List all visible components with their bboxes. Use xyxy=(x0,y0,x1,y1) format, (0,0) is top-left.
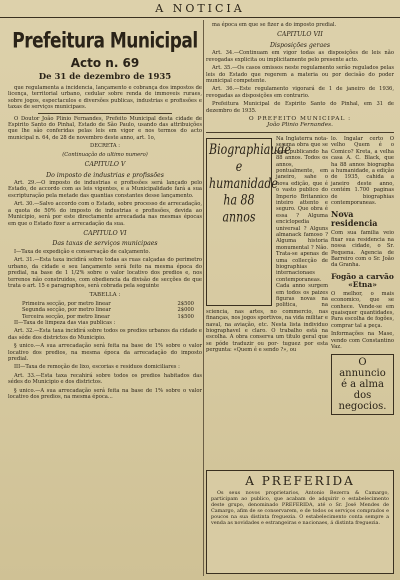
mayor-name: João Plinio Fernandes. xyxy=(267,122,333,129)
decreta: DECRETA : xyxy=(90,143,120,150)
table-row-value: 2$000 xyxy=(177,307,194,314)
biography-text: Na Inglaterra nota-se uma obra que se vem publicando ha 88 annos. Todos os annos, pontualmente, em janeiro, sahe o nova edição, que é o vasto publico do Imperio Britannico inteiro attento e seguro. Que obra é essa ? Alguma enciclopedia universal ? Alguns almanack famoso ? Alguma historia monumental ? Não. Trata-se apenas de uma collecção de biographias internacionaes contemporaneas. Cada anno surgem em todos os paizes figuras novas na politica, na sciencia, nas artes, no commercio, nas finanças, nos jogos sportivos, na vida militar e naval, na aviação, etc. Nesta lista individuo biographavel e claro. O trabalho está na escolha. A obra conserva um titulo geral que se póde traduzir ou por- tuguez por esta pergunta: «Quem é e sendo ?», ou xyxy=(206,135,328,354)
table-row-label: Terceira secção, por metro linear xyxy=(22,313,110,320)
article-32: Art. 32.—Esta taxa incidirá sobre todos os predios urbanos da cidade e das séde dos districtos do Municipio. xyxy=(8,328,202,341)
chapter-7-title: CAPITULO VII xyxy=(277,31,323,39)
table-row-label: Segunda secção, por metro linear xyxy=(22,307,111,314)
continuation-note: (Continuação do ultimo numero) xyxy=(62,151,148,158)
taxa-iii: III—Taxa de remoção de lixo, escorias e residuos domiciliares : xyxy=(14,364,180,371)
article-29: Art. 29.—O imposto de industrias e profissões será lançado pelo Estado, de accordo com as leis vigentes, e a Municipalidade fará a sua escripturação pela metade das quantias constantes desse lançamento. xyxy=(8,180,202,199)
chapter-5-title: CAPITULO V xyxy=(84,161,126,169)
act-intro: que regulamenta a incidencia, lançamento e cobrança dos impostos de licença, territorial urbano, cedular sobre renda de immoveis ruraes, sobre jogos, espectaculos e diversões publicas, industrias e profissões e taxas de serviços municipaes. xyxy=(8,85,202,111)
nova-residencia-heading: Nova residencia xyxy=(331,209,378,229)
fogao-info: Informações na Mase, vendo com Constantino Vaz. xyxy=(331,331,394,351)
fogao-heading: Fogão a carvão «Etna» xyxy=(331,271,394,289)
closing-text: Prefeitura Municipal de Espirito Santo do Pinhal, em 31 de dezembro de 1935. xyxy=(206,101,394,114)
paragraph-unico-1: § unico.—A sua arrecadação será feita na base de 1% sobre o valor locativo dos predios, na mesma época da arrecadação do imposto predial. xyxy=(8,343,202,362)
biography-continued: lo. Ingalar certo O velho Quem é o Comico? Kreta, a velha casa A. C. Black, que ha 88 annos biographa a humanidade, a edição de 1935, cahida a janeiro deste anno, contém 1.700 paginas de biographias contemporaneas. xyxy=(331,135,394,206)
tax-table xyxy=(8,301,202,320)
table-row-label: Primeira secção, por metro linear xyxy=(22,300,111,307)
fogao-text: O melhor, o mais economico, que se conhece. Vende-se em quaisquer quantidades, Para escolha de fogões, comprar tal a peça. xyxy=(331,290,394,329)
column-divider xyxy=(203,20,204,576)
masthead xyxy=(0,0,400,18)
article-31: Art. 31.—Esta taxa incidirá sobre todas as ruas calçadas do perimetro urbano, da cidade e seu lançamento será feito na mesma época do predial, na base de 1 1/2% sobre o valor locativo dos predios e, nos terrenos não construidos, com obediencia da divisão de secções de que trata o art. 15 e paragraphos, será cobrada pela seguinte xyxy=(8,257,202,289)
table-row-value: 1$500 xyxy=(177,313,194,320)
masthead-title: A NOTICIA xyxy=(155,2,245,15)
continued-line: ma época em que se fizer a do imposto predial. xyxy=(212,22,337,28)
chapter-6-subtitle: Das taxas de serviços municipaes xyxy=(52,240,158,248)
right-column xyxy=(206,22,394,466)
divider xyxy=(206,132,394,133)
act-number: Acto n. 69 xyxy=(70,56,140,70)
table-row-value: 2$500 xyxy=(177,300,194,307)
chapter-5-subtitle: Do imposto de industrias e profissões xyxy=(46,171,164,179)
annuncio-box: O annuncio é a alma dos negocios. xyxy=(331,354,394,415)
taxa-i: I—Taxa de expedição e conservação de calçamento. xyxy=(14,248,151,255)
left-column xyxy=(8,22,202,574)
side-column xyxy=(331,135,394,413)
ad-title: A PREFERIDA xyxy=(245,474,355,488)
chapter-6-title: CAPITULO VI xyxy=(83,229,127,237)
article-34: Art. 34.—Continuam em vigor todas as disposições de leis não revogadas explicita ou implicitamente pelo presente acto. xyxy=(206,50,394,63)
prefeitura-heading: Prefeitura Municipal xyxy=(12,28,198,54)
lower-section xyxy=(206,135,394,413)
biography-article xyxy=(206,136,328,356)
act-preamble: O Doutor João Plinio Fernandes, Prefeito Municipal desta cidade de Espirito Santo do Pinhal, Estado de São Paulo, usando das attribuições que lhe são conferidas pelas leis em vigor e nos termos do acto municipal n. 64, de 28 de novembro deste anno, art. 1o, xyxy=(8,115,202,141)
chapter-7-subtitle: Disposições geraes xyxy=(269,41,331,49)
taxa-ii: II—Taxa de limpeza das vias publicas : xyxy=(14,319,116,326)
article-36: Art. 36.—Este regulamento vigorará de 1 de janeiro de 1936, revogadas as disposições em contrario. xyxy=(206,86,394,99)
preferida-ad xyxy=(206,470,394,574)
article-33: Art. 33.—Esta taxa recahirá sobre todos os predios habitados das sédes do Municipio e dos districtos. xyxy=(8,372,202,386)
biography-headline: Biographiaude e humanidade ha 88 annos xyxy=(209,140,291,226)
table-title: TABELLA : xyxy=(89,292,121,299)
article-30: Art. 30.—Salvo accordo com o Estado, sobre processo de arrecadação, a quota de 50% do imposto de industrias e profissões, devida ao Municipio, será por este directamente arrecadada nas mesmas épocas em que o Estado fizer a arrecadação da sua. xyxy=(8,201,202,227)
divider xyxy=(38,113,172,114)
mayor-title: O PREFEITO MUNICIPAL : xyxy=(248,116,352,123)
act-date: De 31 de dezembro de 1935 xyxy=(38,72,172,82)
ad-text: Os seus novos proprietarios, Antonio Bezerra & Camargo, participam ao publico, que acabam de adquirir o estabelecimento deste grupo, denominado PREFERIDA, até o Sr. José Mendes de Camargo, afim de se conservarem, e de todos os serviços comprados e poucos na sua distinta freguezia. O estabelecimento conta sempre a venda as novidades e estrangeiras e nacionaes, á distinta freguezia. xyxy=(211,490,389,526)
paragraph-unico-2: § unico.—A sua arrecadação será feita na base de 1% sobre o valor locativo dos predios, na mesma época... xyxy=(8,387,202,401)
nova-residencia-text: Com sua familia veio fixar sua residencia na nossa cidade, o Sr. Pequena. Agencia de Barreiro com o Sr. João da Granha. xyxy=(331,230,394,269)
article-35: Art. 35.—Os casos omissos neste regulamento serão regulados pelas leis do Estado que regerem a materia ou por decisão do poder municipal competente. xyxy=(206,65,394,85)
